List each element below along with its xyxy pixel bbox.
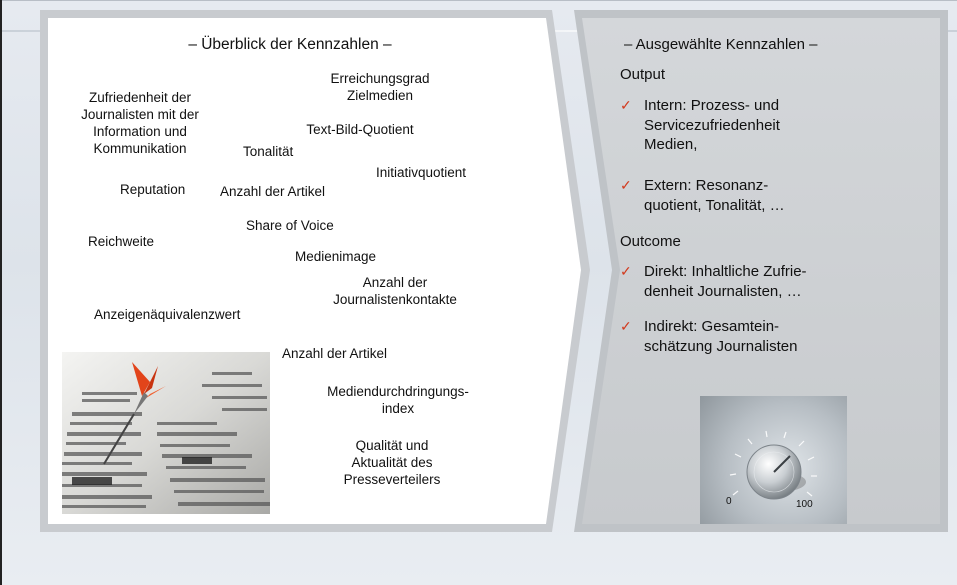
checkmark-icon: ✓	[620, 318, 632, 334]
knob-min-label: 0	[726, 496, 732, 507]
outcome-item-direkt-text: Direkt: Inhaltliche Zufrie- denheit Journalisten, …	[644, 263, 807, 300]
outcome-label: Outcome	[620, 233, 681, 250]
kpi-mediendurchdringungsindex: Mediendurchdringungs- index	[327, 384, 469, 416]
selected-kpi-heading: – Ausgewählte Kennzahlen –	[624, 36, 818, 53]
kpi-anzahl-artikel-1: Anzahl der Artikel	[220, 184, 326, 199]
checkmark-icon: ✓	[620, 97, 632, 113]
checkmark-icon: ✓	[620, 177, 632, 193]
kpi-medienimage: Medienimage	[295, 249, 377, 264]
kpi-initiativquotient: Initiativquotient	[375, 165, 467, 180]
overview-heading: – Überblick der Kennzahlen –	[188, 36, 392, 53]
kpi-tonalitaet: Tonalität	[243, 144, 294, 159]
kpi-erreichungsgrad: Erreichungsgrad Zielmedien	[330, 71, 430, 103]
knob-max-label: 100	[796, 499, 813, 510]
outcome-item-indirekt-text: Indirekt: Gesamtein- schätzung Journalisten	[644, 318, 798, 355]
output-label: Output	[620, 66, 666, 83]
output-item-intern-text: Intern: Prozess- und Servicezufriedenheit Medien,	[644, 97, 780, 153]
kpi-journalistenkontakte: Anzahl der Journalistenkontakte	[333, 275, 457, 307]
kpi-zufriedenheit: Zufriedenheit der Journalisten mit der Information und Kommunikation	[81, 90, 199, 156]
checkmark-icon: ✓	[620, 263, 632, 279]
kpi-text-bild-quotient: Text-Bild-Quotient	[306, 122, 414, 137]
kpi-reichweite: Reichweite	[88, 234, 155, 249]
output-item-extern-text: Extern: Resonanz- quotient, Tonalität, …	[644, 177, 785, 214]
dart-newspaper-photo	[62, 352, 270, 514]
kpi-qualitaet-presseverteiler: Qualität und Aktualität des Presseverteilers	[343, 438, 441, 487]
dial-knob-photo	[700, 396, 847, 524]
kpi-share-of-voice: Share of Voice	[246, 218, 334, 233]
kpi-anzeigenaequivalenzwert: Anzeigenäquivalenzwert	[94, 307, 241, 322]
kpi-anzahl-artikel-2: Anzahl der Artikel	[282, 346, 388, 361]
kpi-reputation: Reputation	[120, 182, 186, 197]
